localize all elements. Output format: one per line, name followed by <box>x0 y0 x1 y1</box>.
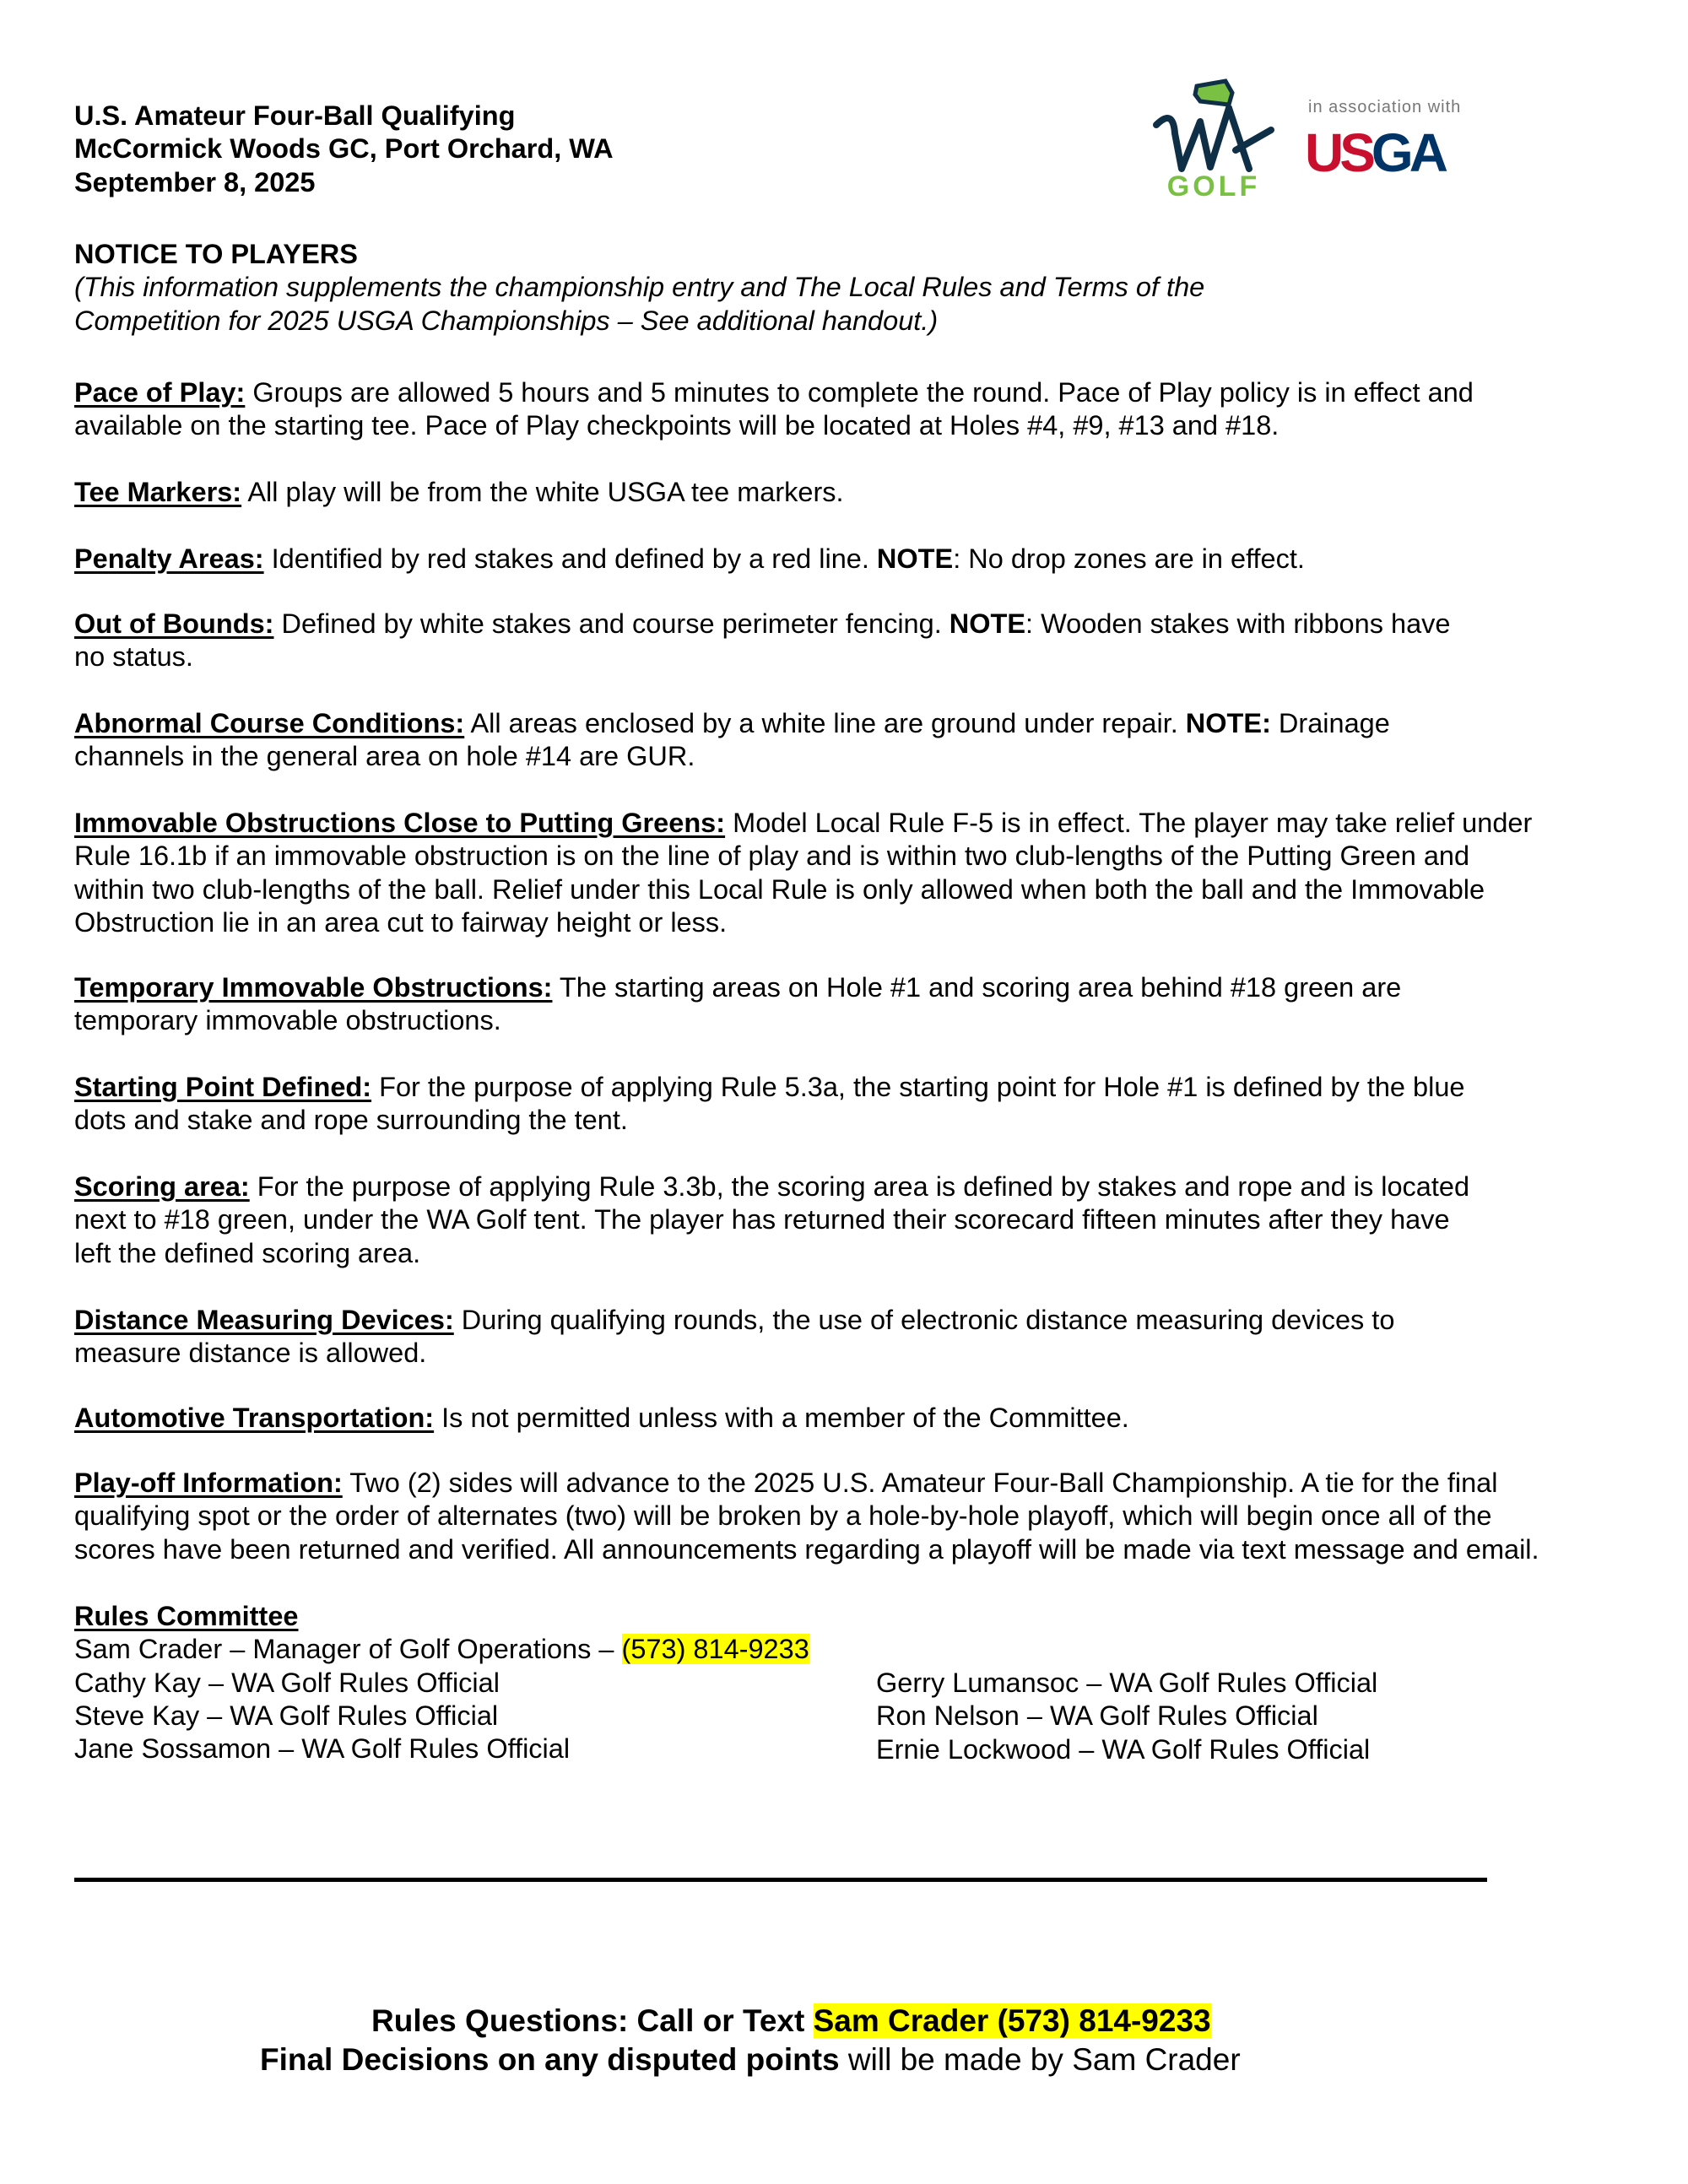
usga-ga: GA <box>1371 122 1444 183</box>
svg-text:GOLF: GOLF <box>1166 170 1261 199</box>
section-text: channels in the general area on hole #14 are GUR. <box>74 741 695 772</box>
section-heading: Temporary Immovable Obstructions: <box>74 972 553 1003</box>
notice-subtitle-2: Competition for 2025 USGA Championships – See additional handout.) <box>74 305 939 336</box>
committee-member: Ron Nelson – WA Golf Rules Official <box>876 1700 1318 1732</box>
document-header <box>74 100 614 199</box>
section-heading: Play-off Information: <box>74 1468 343 1498</box>
section-text: Is not permitted unless with a member of the Committee. <box>434 1403 1129 1433</box>
section-text: : No drop zones are in effect. <box>953 543 1305 574</box>
section-text: During qualifying rounds, the use of electronic distance measuring devices to <box>453 1305 1395 1335</box>
usga-logo <box>1305 123 1444 182</box>
section-text: Two (2) sides will advance to the 2025 U.S. Amateur Four-Ball Championship. A tie for the final <box>342 1468 1498 1498</box>
section-text: available on the starting tee. Pace of Play checkpoints will be located at Holes #4, #9, #13 and #18. <box>74 410 1280 441</box>
section-automotive-transportation <box>74 1402 1129 1435</box>
footer-contact-highlight: Sam Crader (573) 814-9233 <box>813 2003 1211 2038</box>
section-scoring-area <box>74 1170 1469 1270</box>
footer-rules-questions <box>371 2002 1211 2041</box>
footer-text: Rules Questions: Call or Text <box>371 2003 814 2038</box>
committee-member: Steve Kay – WA Golf Rules Official <box>74 1700 499 1731</box>
section-text: All play will be from the white USGA tee markers. <box>241 477 844 507</box>
section-heading: Starting Point Defined: <box>74 1072 372 1102</box>
section-text: scores have been returned and verified. All announcements regarding a playoff will be made via text message and email. <box>74 1533 1539 1565</box>
committee-member: Jane Sossamon – WA Golf Rules Official <box>74 1733 571 1765</box>
footer-final-decisions <box>260 2041 1241 2079</box>
section-text: Identified by red stakes and defined by a red line. <box>263 543 877 574</box>
section-text: within two club-lengths of the ball. Relief under this Local Rule is only allowed when both the ball and the Immovable <box>74 873 1485 905</box>
section-text: dots and stake and rope surrounding the tent. <box>74 1105 628 1136</box>
note-label: NOTE <box>949 608 1026 639</box>
rules-committee-right-column <box>876 1667 1377 1766</box>
notice-title: NOTICE TO PLAYERS <box>74 239 358 269</box>
note-label: NOTE: <box>1185 708 1271 738</box>
section-heading: Automotive Transportation: <box>74 1403 435 1433</box>
rules-committee <box>74 1600 809 1765</box>
section-text: All areas enclosed by a white line are ground under repair. <box>464 708 1186 738</box>
section-heading: Penalty Areas: <box>74 543 264 574</box>
footer-text: will be made by Sam Crader <box>839 2042 1241 2077</box>
section-heading: Distance Measuring Devices: <box>74 1305 454 1335</box>
section-heading: Scoring area: <box>74 1171 250 1202</box>
section-out-of-bounds <box>74 608 1450 674</box>
section-text: measure distance is allowed. <box>74 1338 427 1369</box>
committee-heading: Rules Committee <box>74 1601 299 1631</box>
section-heading: Immovable Obstructions Close to Putting Greens: <box>74 808 726 838</box>
committee-lead: Sam Crader – Manager of Golf Operations – <box>74 1634 622 1665</box>
event-title: U.S. Amateur Four-Ball Qualifying <box>74 100 516 131</box>
notice-block <box>74 238 1204 338</box>
section-playoff-information <box>74 1467 1539 1566</box>
section-pace-of-play <box>74 376 1474 443</box>
section-text: left the defined scoring area. <box>74 1237 421 1268</box>
section-text: For the purpose of applying Rule 3.3b, the scoring area is defined by stakes and rope and is located <box>249 1171 1470 1202</box>
section-text: Defined by white stakes and course perimeter fencing. <box>273 608 950 639</box>
usga-us: US <box>1305 122 1372 183</box>
section-text: no status. <box>74 641 193 673</box>
association-text: in association with <box>1308 98 1462 116</box>
wa-golf-logo <box>1148 74 1276 199</box>
section-starting-point <box>74 1071 1464 1138</box>
event-venue: McCormick Woods GC, Port Orchard, WA <box>74 133 614 165</box>
section-text: Groups are allowed 5 hours and 5 minutes to complete the round. Pace of Play policy is in effect and <box>245 377 1474 408</box>
section-text: The starting areas on Hole #1 and scoring area behind #18 green are <box>552 972 1402 1003</box>
section-heading: Out of Bounds: <box>74 608 274 639</box>
section-heading: Pace of Play: <box>74 377 246 408</box>
section-heading: Abnormal Course Conditions: <box>74 708 465 738</box>
committee-member: Gerry Lumansoc – WA Golf Rules Official <box>876 1668 1378 1698</box>
divider-line <box>74 1878 1487 1882</box>
committee-member: Ernie Lockwood – WA Golf Rules Official <box>876 1733 1371 1765</box>
section-text: : Wooden stakes with ribbons have <box>1025 608 1451 639</box>
section-text: Drainage <box>1270 708 1390 738</box>
notice-subtitle-1: (This information supplements the championship entry and The Local Rules and Terms of the <box>74 272 1205 303</box>
section-text: Rule 16.1b if an immovable obstruction is on the line of play and is within two club-lengths of the Putting Green and <box>74 841 1470 872</box>
committee-member: Cathy Kay – WA Golf Rules Official <box>74 1667 500 1698</box>
section-text: Model Local Rule F-5 is in effect. The player may take relief under <box>725 808 1533 838</box>
section-penalty-areas <box>74 543 1305 576</box>
committee-lead-phone: (573) 814-9233 <box>621 1634 809 1665</box>
section-immovable-obstructions <box>74 807 1532 939</box>
section-abnormal-course-conditions <box>74 707 1390 774</box>
section-distance-measuring-devices <box>74 1304 1394 1370</box>
section-tee-markers <box>74 476 844 509</box>
section-heading: Tee Markers: <box>74 477 242 507</box>
note-label: NOTE <box>876 543 954 574</box>
event-date: September 8, 2025 <box>74 166 316 197</box>
footer-bold-text: Final Decisions on any disputed points <box>260 2042 840 2077</box>
section-temporary-immovable-obstructions <box>74 971 1401 1038</box>
section-text: qualifying spot or the order of alternates (two) will be broken by a hole-by-hole playoff, which will begin once all of the <box>74 1500 1492 1532</box>
section-text: Obstruction lie in an area cut to fairway height or less. <box>74 906 728 938</box>
section-text: For the purpose of applying Rule 5.3a, the starting point for Hole #1 is defined by the blue <box>371 1072 1465 1102</box>
section-text: next to #18 green, under the WA Golf tent. The player has returned their scorecard fifteen minutes after they have <box>74 1204 1450 1235</box>
section-text: temporary immovable obstructions. <box>74 1005 501 1036</box>
